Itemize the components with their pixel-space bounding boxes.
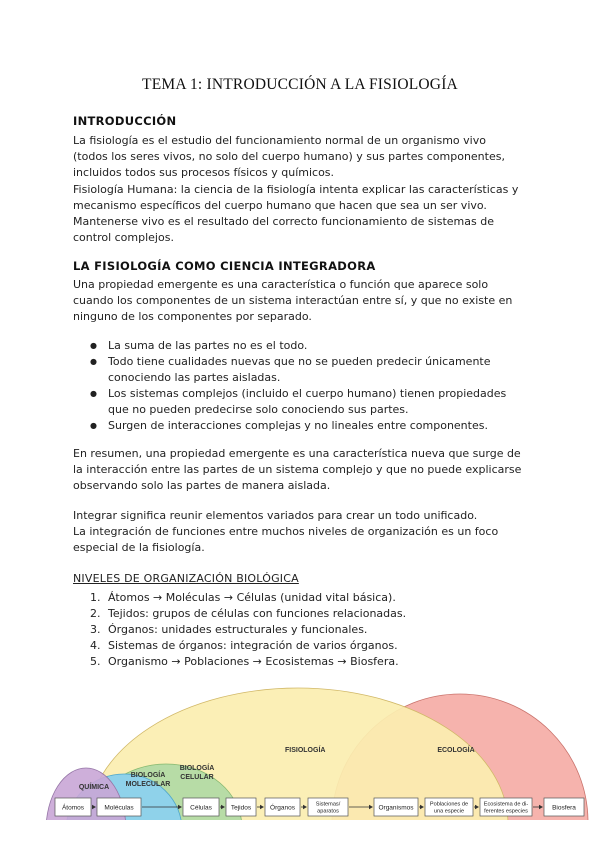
- level-box-label: aparatos: [317, 808, 339, 815]
- niveles-item: 4. Sistemas de órganos: integración de varios órganos.: [90, 639, 398, 652]
- intro-line: La fisiología es el estudio del funcionamiento normal de un organismo vivo: [73, 134, 486, 147]
- integrar-line: La integración de funciones entre muchos niveles de organización es un foco: [73, 525, 499, 539]
- niveles-heading: NIVELES DE ORGANIZACIÓN BIOLÓGICA: [73, 572, 299, 585]
- bullet-item: ● Todo tiene cualidades nuevas que no se pueden predecir únicamente conociendo las partes aisladas.: [90, 354, 530, 386]
- emergent-line: cuando los componentes de un sistema interactúan entre sí, y que no existe en: [73, 294, 513, 308]
- level-box-label: Sistemas/: [315, 801, 341, 808]
- bullet-item: ● Surgen de interacciones complejas y no lineales entre componentes.: [90, 418, 530, 434]
- integrar-line: Integrar significa reunir elementos variados para crear un todo unificado.: [73, 509, 478, 522]
- quimica-label: QUÍMICA: [78, 784, 110, 791]
- intro-line: mecanismo específicos del cuerpo humano que hacen que sea un ser vivo.: [73, 198, 487, 212]
- intro-line: Fisiología Humana: la ciencia de la fisiología intenta explicar las características y: [73, 182, 519, 196]
- page-title: TEMA 1: INTRODUCCIÓN A LA FISIOLOGÍA: [142, 76, 458, 93]
- intro-line: control complejos.: [73, 231, 174, 245]
- level-box-label: una especie: [433, 808, 465, 815]
- molecular-label-line2: MOLECULAR: [125, 781, 171, 788]
- level-box-label: Biosfera: [552, 804, 576, 812]
- niveles-item: 1. Átomos → Moléculas → Células (unidad vital básica).: [90, 591, 396, 604]
- emergent-line: Una propiedad emergente es una característica o función que aparece solo: [73, 278, 489, 291]
- bullet-item: ● La suma de las partes no es el todo.: [90, 338, 530, 354]
- fisiologia-label: FISIOLOGÍA: [285, 747, 326, 754]
- resumen-line: observando solo las partes de manera aislada.: [73, 479, 331, 493]
- bullet-item: ● Los sistemas complejos (incluido el cuerpo humano) tienen propiedades que no pueden predecirse solo conociendo sus partes.: [90, 386, 530, 418]
- intro-line: Mantenerse vivo es el resultado del correcto funcionamiento de sistemas de: [73, 215, 494, 229]
- intro-line: (todos los seres vivos, no solo del cuerpo humano) y sus partes componentes,: [73, 150, 505, 164]
- niveles-item: 5. Organismo → Poblaciones → Ecosistemas → Biosfera.: [90, 655, 399, 668]
- level-box-label: ferentes especies: [484, 808, 528, 815]
- resumen-line: En resumen, una propiedad emergente es una característica nueva que surge de: [73, 447, 521, 460]
- level-boxes: [55, 798, 584, 816]
- celular-label-line2: CELULAR: [180, 774, 214, 781]
- resumen-line: la interacción entre las partes de un sistema complejo y que no puede explicarse: [73, 463, 522, 477]
- integrar-line: especial de la fisiología.: [73, 541, 205, 555]
- ecologia-label: ECOLOGÍA: [437, 747, 475, 754]
- level-box-label: Células: [190, 804, 212, 812]
- intro-line: incluidos todos sus procesos físicos y químicos.: [73, 166, 335, 180]
- level-box-label: Ecosistema de di-: [483, 801, 529, 808]
- niveles-item: 2. Tejidos: grupos de células con funciones relacionadas.: [90, 607, 407, 620]
- integradora-heading: LA FISIOLOGÍA COMO CIENCIA INTEGRADORA: [73, 259, 376, 273]
- intro-heading: INTRODUCCIÓN: [73, 114, 177, 128]
- molecular-label-line1: BIOLOGÍA: [130, 772, 166, 779]
- celular-label-line1: BIOLOGÍA: [179, 765, 215, 772]
- level-box-label: Órganos: [270, 804, 295, 812]
- level-box-label: Organismos: [378, 804, 414, 812]
- level-box-label: Poblaciones de: [429, 801, 469, 808]
- emergent-line: ninguno de los componentes por separado.: [73, 310, 312, 324]
- level-box-label: Tejidos: [230, 804, 252, 812]
- niveles-item: 3. Órganos: unidades estructurales y funcionales.: [90, 623, 368, 636]
- level-box-label: Átomos: [61, 804, 85, 812]
- level-box-label: Moléculas: [104, 804, 134, 812]
